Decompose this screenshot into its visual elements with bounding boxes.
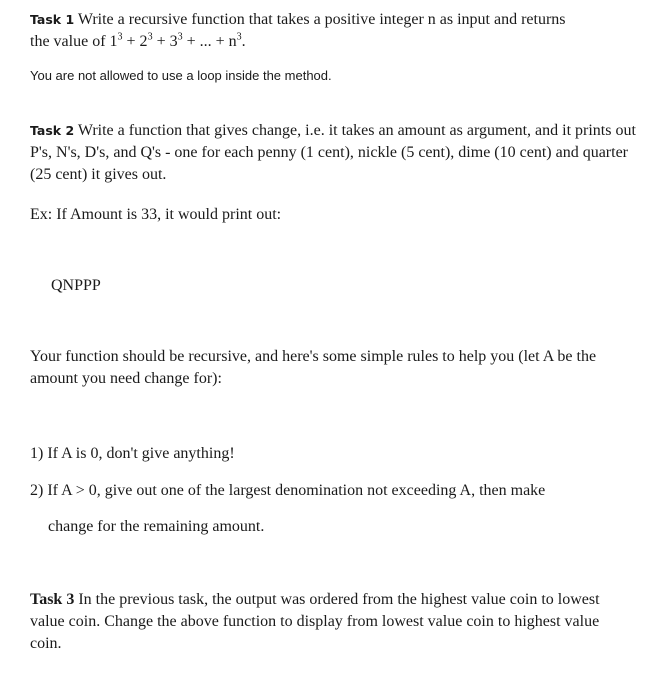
task2-example-output: QNPPP [51,277,101,294]
task2-description: Write a function that gives change, i.e. it takes an amount as argument, and it prints out P's, N's, D's, and Q's - one for each penny (1 cent), nickle (5 cent), dime (10 cent) and quarter (25 cent) it gives out. [30,122,636,183]
task2-rule-2-continuation: change for the remaining amount. [48,518,265,535]
task1-label: Task 1 [30,12,75,27]
task2-rules-intro: Your function should be recursive, and here's some simple rules to help you (let A be the amount you need change for): [30,348,597,387]
task2-rule-1: 1) If A is 0, don't give anything! [30,445,235,462]
task3-statement [30,589,630,655]
task3-description: In the previous task, the output was ordered from the highest value coin to lowest value coin. Change the above function to display from lowest value coin to highest value coin. [30,591,600,652]
task1-text-line2: the value of $1^3 + 2^3 + 3^3$ + ... + $n^3$. [30,31,246,50]
task2-statement [30,120,642,186]
task3-label: Task 3 [30,591,75,608]
task1-statement [30,9,642,53]
task2-rule-2: 2) If A > 0, give out one of the largest denomination not exceeding A, then make [30,482,546,499]
task1-text-line1: Write a recursive function that takes a positive integer n as input and returns [77,11,566,28]
task2-example: Ex: If Amount is 33, it would print out: [30,206,282,223]
task1-note: You are not allowed to use a loop inside the method. [30,68,332,83]
task2-label: Task 2 [30,123,75,138]
